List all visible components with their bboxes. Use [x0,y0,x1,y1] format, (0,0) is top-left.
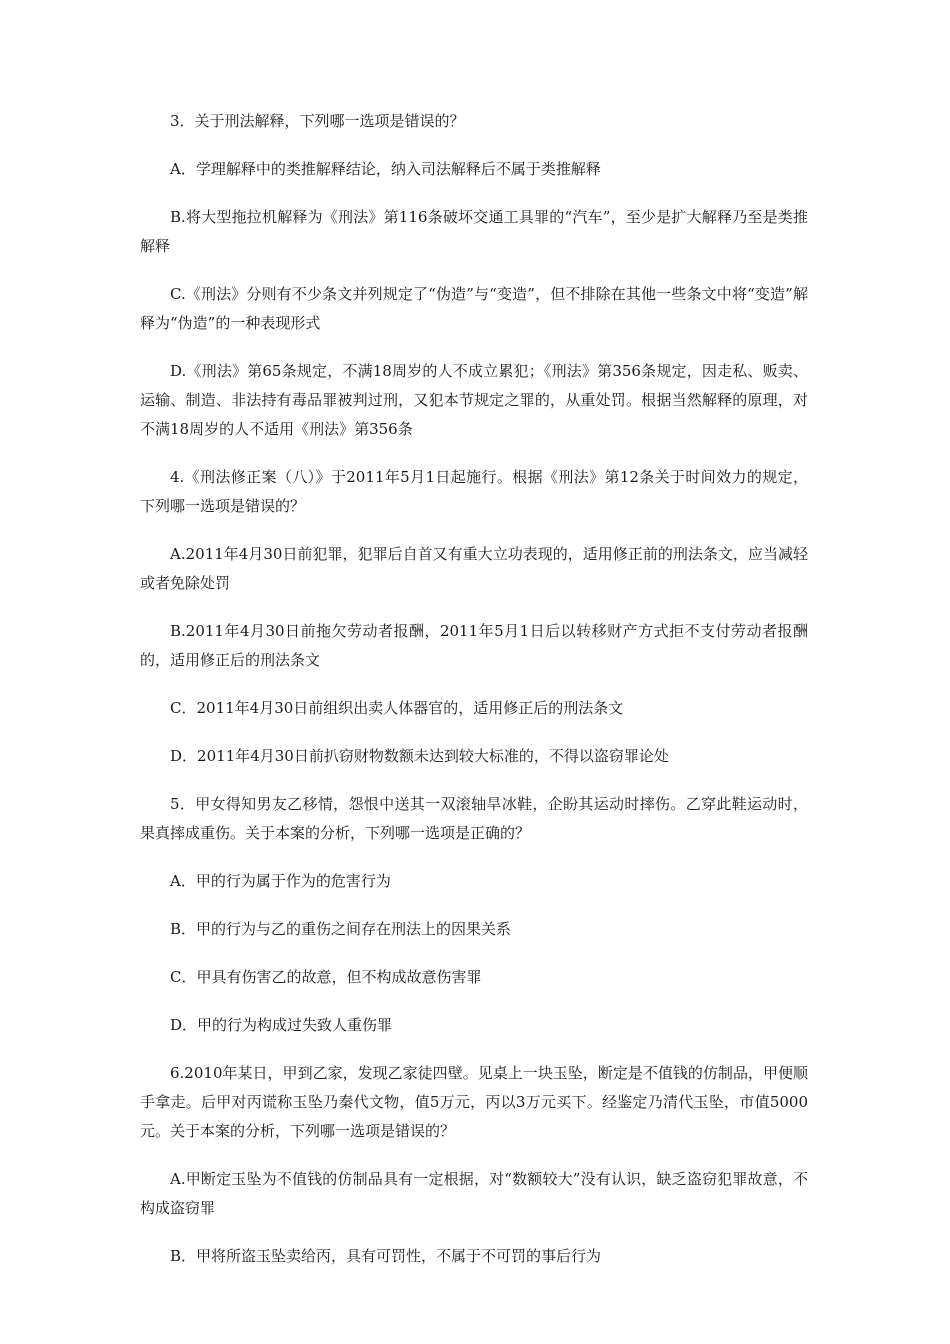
document-body [140,107,808,1290]
question-5-stem: 5．甲女得知男友乙移情，怨恨中送其一双滚轴旱冰鞋，企盼其运动时摔伤。乙穿此鞋运动时，果真摔成重伤。关于本案的分析，下列哪一选项是正确的？ [140,795,808,842]
question-4-option-c: C．2011年4月30日前组织出卖人体器官的，适用修正后的刑法条文 [170,699,624,717]
question-5-option-a: A．甲的行为属于作为的危害行为 [170,872,391,890]
question-3-option-d: D.《刑法》第65条规定，不满18周岁的人不成立累犯；《刑法》第356条规定，因走私、贩卖、运输、制造、非法持有毒品罪被判过刑，又犯本节规定之罪的，从重处罚。根据当然解释的原理，对不满18周岁的人不适用《刑法》第356条 [140,362,808,438]
question-3-option-b: B.将大型拖拉机解释为《刑法》第116条破坏交通工具罪的“汽车”，至少是扩大解释乃至是类推解释 [140,208,808,255]
question-4-stem: 4.《刑法修正案（八）》于2011年5月1日起施行。根据《刑法》第12条关于时间效力的规定，下列哪一选项是错误的？ [140,468,808,515]
question-3-option-c: C.《刑法》分则有不少条文并列规定了“伪造”与“变造”，但不排除在其他一些条文中将“变造”解释为“伪造”的一种表现形式 [140,285,808,332]
question-6-stem: 6.2010年某日，甲到乙家，发现乙家徒四壁。见桌上一块玉坠，断定是不值钱的仿制品，甲便顺手拿走。后甲对丙谎称玉坠乃秦代文物，值5万元，丙以3万元买下。经鉴定乃清代玉坠，市值5000元。关于本案的分析，下列哪一选项是错误的？ [140,1064,808,1140]
question-3-option-a: A．学理解释中的类推解释结论，纳入司法解释后不属于类推解释 [170,160,601,178]
question-5-option-c: C．甲具有伤害乙的故意，但不构成故意伤害罪 [170,968,482,986]
question-3-stem: 3．关于刑法解释，下列哪一选项是错误的？ [170,112,465,130]
question-5-option-d: D．甲的行为构成过失致人重伤罪 [170,1016,393,1034]
question-4-option-a: A.2011年4月30日前犯罪，犯罪后自首又有重大立功表现的，适用修正前的刑法条文，应当减轻或者免除处罚 [140,545,808,592]
question-4-option-b: B.2011年4月30日前拖欠劳动者报酬，2011年5月1日后以转移财产方式拒不支付劳动者报酬的，适用修正后的刑法条文 [140,622,808,669]
question-5-option-b: B．甲的行为与乙的重伤之间存在刑法上的因果关系 [170,920,512,938]
question-4-option-d: D．2011年4月30日前扒窃财物数额未达到较大标准的，不得以盗窃罪论处 [170,747,669,765]
question-6-option-a: A.甲断定玉坠为不值钱的仿制品具有一定根据，对“数额较大”没有认识，缺乏盗窃犯罪故意，不构成盗窃罪 [140,1170,808,1217]
question-6-option-b: B．甲将所盗玉坠卖给丙，具有可罚性，不属于不可罚的事后行为 [170,1247,602,1265]
